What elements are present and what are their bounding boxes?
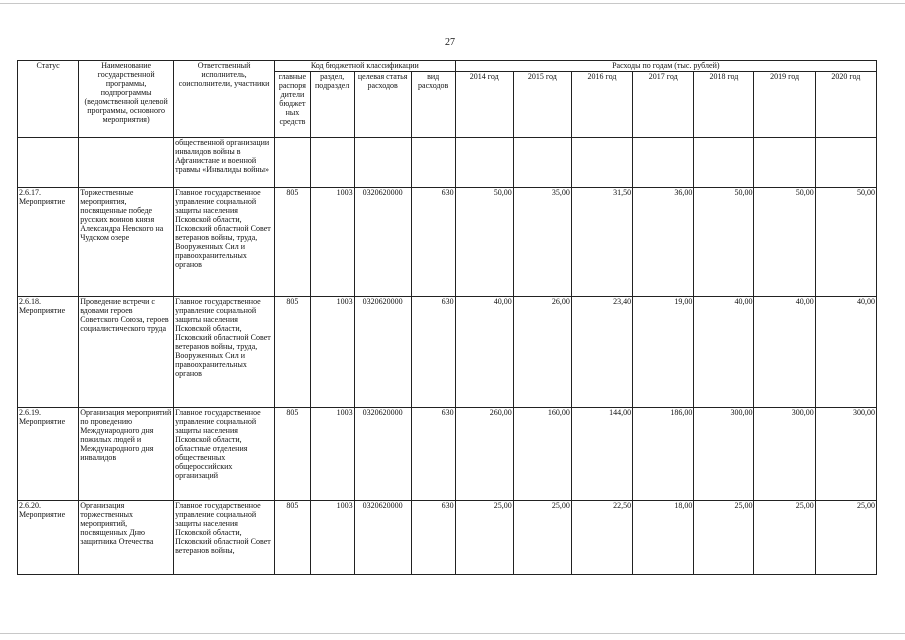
- header-year: 2020 год: [815, 72, 876, 138]
- header-year: 2017 год: [633, 72, 694, 138]
- target-item-cell: 0320620000: [354, 297, 411, 408]
- value-cell: 260,00: [455, 408, 513, 501]
- scan-edge-top: [0, 3, 905, 4]
- expense-type-cell: 630: [411, 501, 455, 575]
- value-cell: 50,00: [455, 188, 513, 297]
- value-cell: 26,00: [513, 297, 571, 408]
- value-cell: 31,50: [571, 188, 632, 297]
- value-cell: 40,00: [455, 297, 513, 408]
- section-cell: 1003: [310, 501, 354, 575]
- value-cell: 300,00: [815, 408, 876, 501]
- value-cell: 50,00: [815, 188, 876, 297]
- row-status: Мероприятие: [19, 417, 66, 426]
- page-number: 27: [445, 37, 455, 48]
- value-cell: 300,00: [694, 408, 754, 501]
- value-cell: 19,00: [633, 297, 694, 408]
- row-number: 2.6.17.: [19, 188, 41, 197]
- value-cell: 18,00: [633, 501, 694, 575]
- value-cell: 25,00: [694, 501, 754, 575]
- value-cell: 40,00: [754, 297, 815, 408]
- value-cell: 25,00: [815, 501, 876, 575]
- responsible-cell: Главное государственное управление социальной защиты населения Псковской области, Псковский областной Совет ветеранов войны, труда, Вооруженных Сил и правоохранительных органов: [174, 188, 275, 297]
- continuation-row: [18, 138, 877, 188]
- name-cell: Торжественные мероприятия, посвященные победе русских воинов князя Александра Невского на Чудском озере: [79, 188, 174, 297]
- value-cell: 186,00: [633, 408, 694, 501]
- status-cell: [18, 501, 79, 575]
- status-cell: [18, 297, 79, 408]
- row-status: Мероприятие: [19, 306, 66, 315]
- value-cell: 40,00: [694, 297, 754, 408]
- value-cell: 36,00: [633, 188, 694, 297]
- responsible-cell: Главное государственное управление социальной защиты населения Псковской области, Псковский областной Совет ветеранов войны,: [174, 501, 275, 575]
- section-cell: 1003: [310, 408, 354, 501]
- row-number: 2.6.18.: [19, 297, 41, 306]
- value-cell: 35,00: [513, 188, 571, 297]
- value-cell: 40,00: [815, 297, 876, 408]
- header-year: 2018 год: [694, 72, 754, 138]
- responsible-cell: общественной организации инвалидов войны в Афганистане и военной травмы «Инвалиды войны»: [174, 138, 275, 188]
- header-year: 2014 год: [455, 72, 513, 138]
- table-row: [18, 501, 877, 575]
- responsible-cell: Главное государственное управление социальной защиты населения Псковской области, Псковский областной Совет ветеранов войны, труда, Вооруженных Сил и правоохранительных органов: [174, 297, 275, 408]
- main-manager-cell: 805: [275, 188, 311, 297]
- table-row: [18, 408, 877, 501]
- status-cell: [18, 408, 79, 501]
- value-cell: 50,00: [754, 188, 815, 297]
- header-expenses: Расходы по годам (тыс. рублей): [455, 61, 876, 72]
- expense-type-cell: 630: [411, 297, 455, 408]
- value-cell: 25,00: [754, 501, 815, 575]
- header-section: раздел, подраздел: [310, 72, 354, 138]
- name-cell: Проведение встречи с вдовами героев Советского Союза, героев социалистического труда: [79, 297, 174, 408]
- header-year: 2016 год: [571, 72, 632, 138]
- value-cell: 22,50: [571, 501, 632, 575]
- header-budget-code: Код бюджетной классификации: [275, 61, 456, 72]
- expense-type-cell: 630: [411, 408, 455, 501]
- row-number: 2.6.20.: [19, 501, 41, 510]
- value-cell: 23,40: [571, 297, 632, 408]
- table-row: [18, 297, 877, 408]
- header-target-item: целевая статья расходов: [354, 72, 411, 138]
- main-manager-cell: 805: [275, 408, 311, 501]
- header-program-name: Наименование государственной программы, подпрограммы (ведомственной целевой программы, основного мероприятия): [79, 61, 174, 138]
- expense-type-cell: 630: [411, 188, 455, 297]
- row-number: 2.6.19.: [19, 408, 41, 417]
- target-item-cell: 0320620000: [354, 408, 411, 501]
- target-item-cell: 0320620000: [354, 188, 411, 297]
- value-cell: 50,00: [694, 188, 754, 297]
- section-cell: 1003: [310, 188, 354, 297]
- main-manager-cell: 805: [275, 297, 311, 408]
- target-item-cell: 0320620000: [354, 501, 411, 575]
- scan-edge-bottom: [0, 633, 905, 634]
- header-year: 2015 год: [513, 72, 571, 138]
- status-cell: [18, 188, 79, 297]
- header-responsible: Ответственный исполнитель, соисполнители, участники: [174, 61, 275, 138]
- name-cell: Организация торжественных мероприятий, посвященных Дню защитника Отечества: [79, 501, 174, 575]
- header-expense-type: вид расходов: [411, 72, 455, 138]
- table-row: [18, 188, 877, 297]
- budget-table: [17, 60, 877, 575]
- section-cell: 1003: [310, 297, 354, 408]
- row-status: Мероприятие: [19, 197, 66, 206]
- main-manager-cell: 805: [275, 501, 311, 575]
- value-cell: 25,00: [455, 501, 513, 575]
- header-year: 2019 год: [754, 72, 815, 138]
- row-status: Мероприятие: [19, 510, 66, 519]
- value-cell: 160,00: [513, 408, 571, 501]
- value-cell: 144,00: [571, 408, 632, 501]
- header-main-manager: главные распоря дители бюджет ных средств: [275, 72, 311, 138]
- value-cell: 300,00: [754, 408, 815, 501]
- name-cell: Организация мероприятий по проведению Международного дня пожилых людей и Международного дня инвалидов: [79, 408, 174, 501]
- value-cell: 25,00: [513, 501, 571, 575]
- header-status: Статус: [18, 61, 79, 138]
- responsible-cell: Главное государственное управление социальной защиты населения Псковской области, областные отделения общественных общероссийских организаций: [174, 408, 275, 501]
